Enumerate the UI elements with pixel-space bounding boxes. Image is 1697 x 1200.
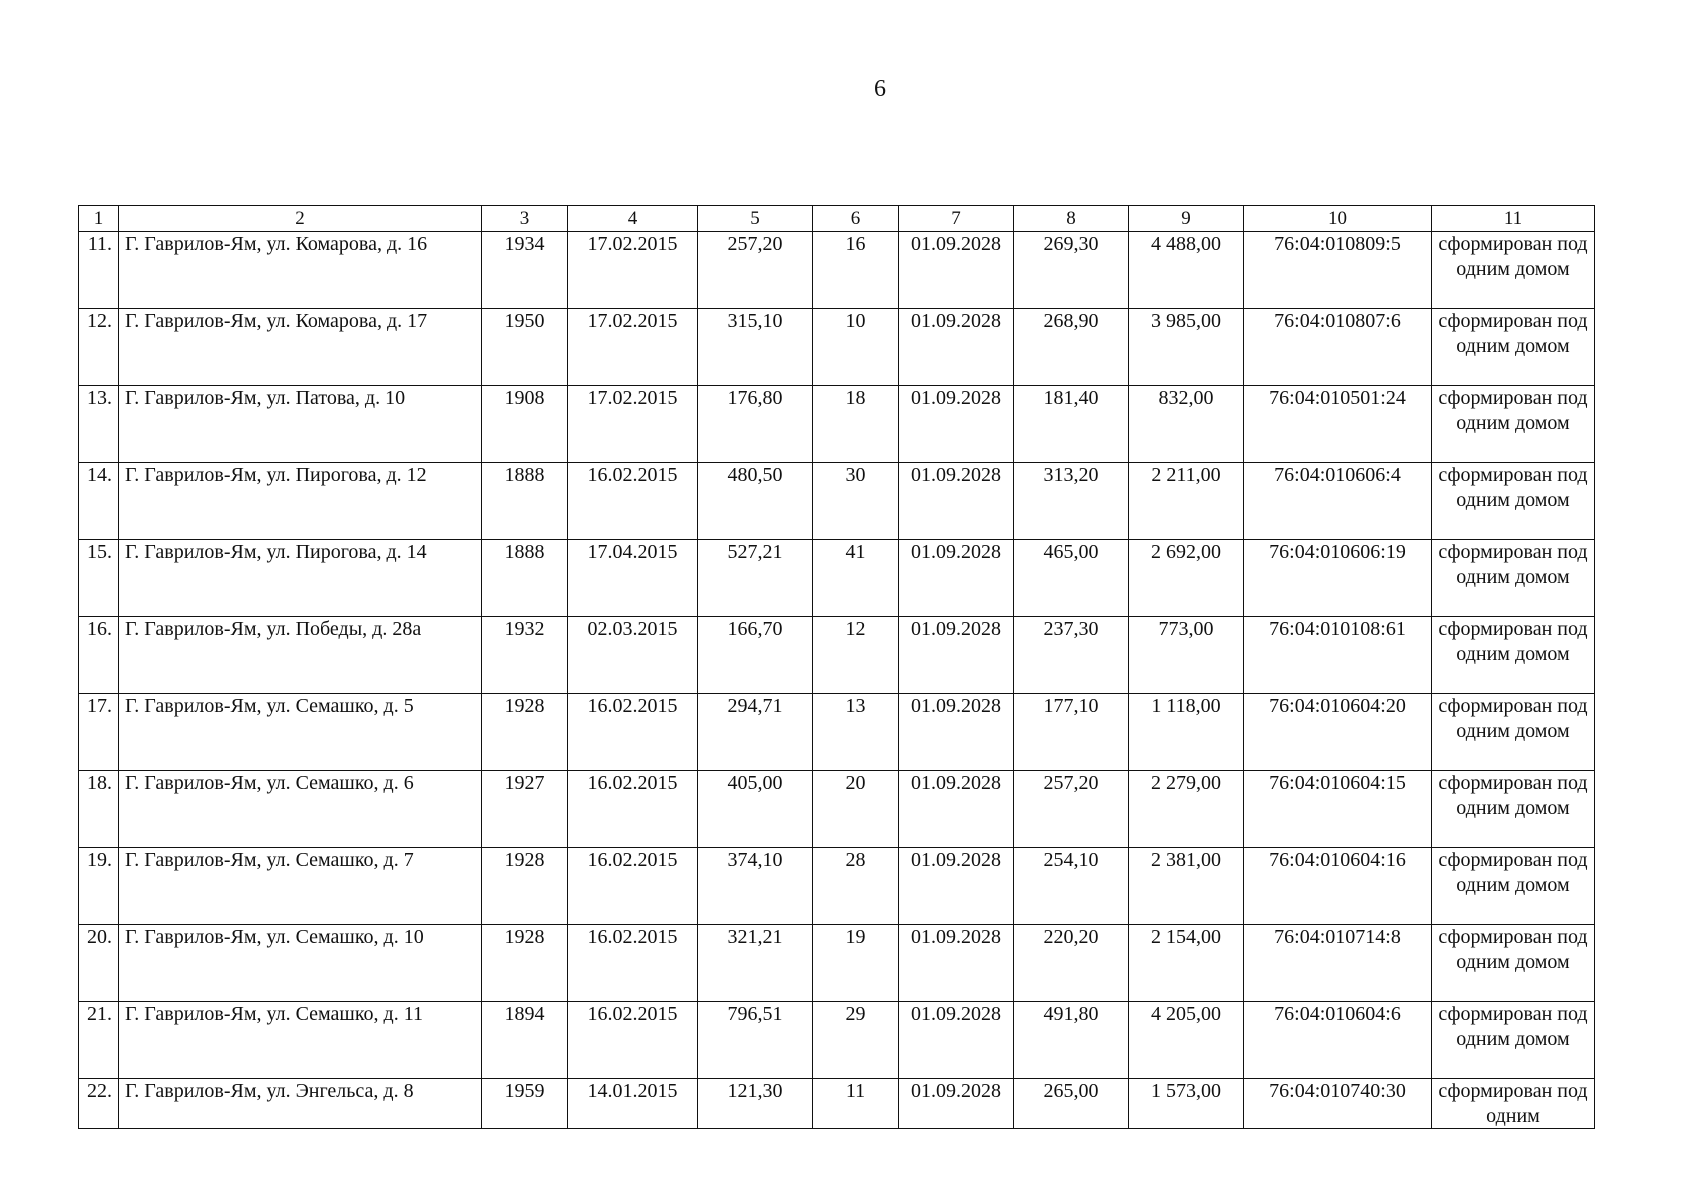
cadastre-cell: 76:04:010604:20: [1244, 694, 1432, 771]
address-cell: Г. Гаврилов-Ям, ул. Патова, д. 10: [119, 386, 482, 463]
table-row: [79, 694, 1595, 771]
row-number: 13.: [79, 386, 119, 463]
status-cell: [1432, 771, 1595, 848]
area2-cell: 220,20: [1014, 925, 1129, 1002]
area2-cell: 269,30: [1014, 232, 1129, 309]
count-cell: 19: [813, 925, 899, 1002]
land-area-cell: 1 573,00: [1129, 1079, 1244, 1129]
status-cell: [1432, 1002, 1595, 1079]
table-row: [79, 925, 1595, 1002]
cadastre-cell: 76:04:010807:6: [1244, 309, 1432, 386]
status-cell: [1432, 848, 1595, 925]
status-text: сформирован под одним: [1438, 1080, 1588, 1127]
date-cell: 17.02.2015: [568, 232, 698, 309]
area2-cell: 257,20: [1014, 771, 1129, 848]
column-header: 7: [899, 206, 1014, 232]
area-cell: 527,21: [698, 540, 813, 617]
status-cell: [1432, 386, 1595, 463]
deadline-cell: 01.09.2028: [899, 1002, 1014, 1079]
status-text: сформирован под одним домом: [1438, 541, 1588, 588]
row-number: 12.: [79, 309, 119, 386]
address-cell: Г. Гаврилов-Ям, ул. Семашко, д. 7: [119, 848, 482, 925]
status-cell: [1432, 925, 1595, 1002]
deadline-cell: 01.09.2028: [899, 386, 1014, 463]
status-text: сформирован под одним домом: [1438, 464, 1588, 511]
status-text: сформирован под одним домом: [1438, 387, 1588, 434]
date-cell: 02.03.2015: [568, 617, 698, 694]
address-cell: Г. Гаврилов-Ям, ул. Семашко, д. 10: [119, 925, 482, 1002]
row-number: 22.: [79, 1079, 119, 1129]
area2-cell: 268,90: [1014, 309, 1129, 386]
status-text: сформирован под одним домом: [1438, 926, 1588, 973]
area2-cell: 265,00: [1014, 1079, 1129, 1129]
land-area-cell: 2 154,00: [1129, 925, 1244, 1002]
column-header: 5: [698, 206, 813, 232]
status-cell: [1432, 463, 1595, 540]
column-header: 6: [813, 206, 899, 232]
table-body: [79, 232, 1595, 1129]
table-row: [79, 1079, 1595, 1129]
area-cell: 166,70: [698, 617, 813, 694]
count-cell: 11: [813, 1079, 899, 1129]
year-cell: 1928: [482, 694, 568, 771]
deadline-cell: 01.09.2028: [899, 1079, 1014, 1129]
area2-cell: 254,10: [1014, 848, 1129, 925]
year-cell: 1888: [482, 463, 568, 540]
date-cell: 16.02.2015: [568, 848, 698, 925]
column-header: 10: [1244, 206, 1432, 232]
status-text: сформирован под одним домом: [1438, 618, 1588, 665]
status-cell: [1432, 540, 1595, 617]
deadline-cell: 01.09.2028: [899, 771, 1014, 848]
count-cell: 12: [813, 617, 899, 694]
land-area-cell: 4 488,00: [1129, 232, 1244, 309]
date-cell: 14.01.2015: [568, 1079, 698, 1129]
column-header: 1: [79, 206, 119, 232]
year-cell: 1908: [482, 386, 568, 463]
table-row: [79, 848, 1595, 925]
address-cell: Г. Гаврилов-Ям, ул. Комарова, д. 17: [119, 309, 482, 386]
area2-cell: 465,00: [1014, 540, 1129, 617]
date-cell: 16.02.2015: [568, 694, 698, 771]
year-cell: 1888: [482, 540, 568, 617]
year-cell: 1932: [482, 617, 568, 694]
cadastre-cell: 76:04:010809:5: [1244, 232, 1432, 309]
land-area-cell: 2 211,00: [1129, 463, 1244, 540]
area-cell: 315,10: [698, 309, 813, 386]
deadline-cell: 01.09.2028: [899, 463, 1014, 540]
status-cell: [1432, 232, 1595, 309]
year-cell: 1928: [482, 925, 568, 1002]
deadline-cell: 01.09.2028: [899, 925, 1014, 1002]
year-cell: 1950: [482, 309, 568, 386]
count-cell: 30: [813, 463, 899, 540]
table-row: [79, 540, 1595, 617]
cadastre-cell: 76:04:010604:16: [1244, 848, 1432, 925]
address-cell: Г. Гаврилов-Ям, ул. Семашко, д. 6: [119, 771, 482, 848]
address-cell: Г. Гаврилов-Ям, ул. Пирогова, д. 12: [119, 463, 482, 540]
table-row: [79, 617, 1595, 694]
status-text: сформирован под одним домом: [1438, 849, 1588, 896]
area2-cell: 181,40: [1014, 386, 1129, 463]
count-cell: 18: [813, 386, 899, 463]
deadline-cell: 01.09.2028: [899, 617, 1014, 694]
count-cell: 20: [813, 771, 899, 848]
address-cell: Г. Гаврилов-Ям, ул. Семашко, д. 5: [119, 694, 482, 771]
area-cell: 121,30: [698, 1079, 813, 1129]
area-cell: 374,10: [698, 848, 813, 925]
area-cell: 257,20: [698, 232, 813, 309]
date-cell: 16.02.2015: [568, 925, 698, 1002]
land-area-cell: 773,00: [1129, 617, 1244, 694]
row-number: 19.: [79, 848, 119, 925]
status-text: сформирован под одним домом: [1438, 695, 1588, 742]
count-cell: 13: [813, 694, 899, 771]
count-cell: 16: [813, 232, 899, 309]
count-cell: 10: [813, 309, 899, 386]
date-cell: 16.02.2015: [568, 463, 698, 540]
year-cell: 1959: [482, 1079, 568, 1129]
area2-cell: 237,30: [1014, 617, 1129, 694]
address-cell: Г. Гаврилов-Ям, ул. Комарова, д. 16: [119, 232, 482, 309]
column-header: 4: [568, 206, 698, 232]
cadastre-cell: 76:04:010501:24: [1244, 386, 1432, 463]
table-row: [79, 232, 1595, 309]
deadline-cell: 01.09.2028: [899, 694, 1014, 771]
year-cell: 1934: [482, 232, 568, 309]
area2-cell: 313,20: [1014, 463, 1129, 540]
column-header: 11: [1432, 206, 1595, 232]
header-row: [79, 206, 1595, 232]
status-cell: [1432, 309, 1595, 386]
status-text: сформирован под одним домом: [1438, 310, 1588, 357]
land-area-cell: 3 985,00: [1129, 309, 1244, 386]
land-area-cell: 832,00: [1129, 386, 1244, 463]
row-number: 14.: [79, 463, 119, 540]
cadastre-cell: 76:04:010714:8: [1244, 925, 1432, 1002]
row-number: 18.: [79, 771, 119, 848]
page-number: 6: [874, 76, 886, 102]
land-area-cell: 2 692,00: [1129, 540, 1244, 617]
table-row: [79, 309, 1595, 386]
table-row: [79, 463, 1595, 540]
year-cell: 1927: [482, 771, 568, 848]
count-cell: 29: [813, 1002, 899, 1079]
status-cell: [1432, 1079, 1595, 1129]
area-cell: 405,00: [698, 771, 813, 848]
row-number: 21.: [79, 1002, 119, 1079]
deadline-cell: 01.09.2028: [899, 848, 1014, 925]
cadastre-cell: 76:04:010604:6: [1244, 1002, 1432, 1079]
houses-table: [78, 205, 1595, 1129]
cadastre-cell: 76:04:010606:19: [1244, 540, 1432, 617]
date-cell: 16.02.2015: [568, 1002, 698, 1079]
area-cell: 294,71: [698, 694, 813, 771]
row-number: 20.: [79, 925, 119, 1002]
date-cell: 17.02.2015: [568, 386, 698, 463]
cadastre-cell: 76:04:010740:30: [1244, 1079, 1432, 1129]
deadline-cell: 01.09.2028: [899, 309, 1014, 386]
year-cell: 1894: [482, 1002, 568, 1079]
area-cell: 321,21: [698, 925, 813, 1002]
column-header: 8: [1014, 206, 1129, 232]
row-number: 17.: [79, 694, 119, 771]
address-cell: Г. Гаврилов-Ям, ул. Семашко, д. 11: [119, 1002, 482, 1079]
row-number: 15.: [79, 540, 119, 617]
area-cell: 176,80: [698, 386, 813, 463]
table-row: [79, 386, 1595, 463]
cadastre-cell: 76:04:010604:15: [1244, 771, 1432, 848]
cadastre-cell: 76:04:010108:61: [1244, 617, 1432, 694]
area2-cell: 491,80: [1014, 1002, 1129, 1079]
deadline-cell: 01.09.2028: [899, 232, 1014, 309]
land-area-cell: 4 205,00: [1129, 1002, 1244, 1079]
date-cell: 17.04.2015: [568, 540, 698, 617]
cadastre-cell: 76:04:010606:4: [1244, 463, 1432, 540]
count-cell: 41: [813, 540, 899, 617]
table-header: [79, 206, 1595, 232]
column-header: 9: [1129, 206, 1244, 232]
row-number: 16.: [79, 617, 119, 694]
area2-cell: 177,10: [1014, 694, 1129, 771]
row-number: 11.: [79, 232, 119, 309]
status-cell: [1432, 694, 1595, 771]
status-text: сформирован под одним домом: [1438, 772, 1588, 819]
table-row: [79, 1002, 1595, 1079]
status-cell: [1432, 617, 1595, 694]
deadline-cell: 01.09.2028: [899, 540, 1014, 617]
column-header: 2: [119, 206, 482, 232]
table-row: [79, 771, 1595, 848]
address-cell: Г. Гаврилов-Ям, ул. Энгельса, д. 8: [119, 1079, 482, 1129]
status-text: сформирован под одним домом: [1438, 233, 1588, 280]
status-text: сформирован под одним домом: [1438, 1003, 1588, 1050]
count-cell: 28: [813, 848, 899, 925]
date-cell: 17.02.2015: [568, 309, 698, 386]
area-cell: 480,50: [698, 463, 813, 540]
area-cell: 796,51: [698, 1002, 813, 1079]
land-area-cell: 2 279,00: [1129, 771, 1244, 848]
land-area-cell: 1 118,00: [1129, 694, 1244, 771]
date-cell: 16.02.2015: [568, 771, 698, 848]
address-cell: Г. Гаврилов-Ям, ул. Победы, д. 28а: [119, 617, 482, 694]
year-cell: 1928: [482, 848, 568, 925]
land-area-cell: 2 381,00: [1129, 848, 1244, 925]
column-header: 3: [482, 206, 568, 232]
address-cell: Г. Гаврилов-Ям, ул. Пирогова, д. 14: [119, 540, 482, 617]
